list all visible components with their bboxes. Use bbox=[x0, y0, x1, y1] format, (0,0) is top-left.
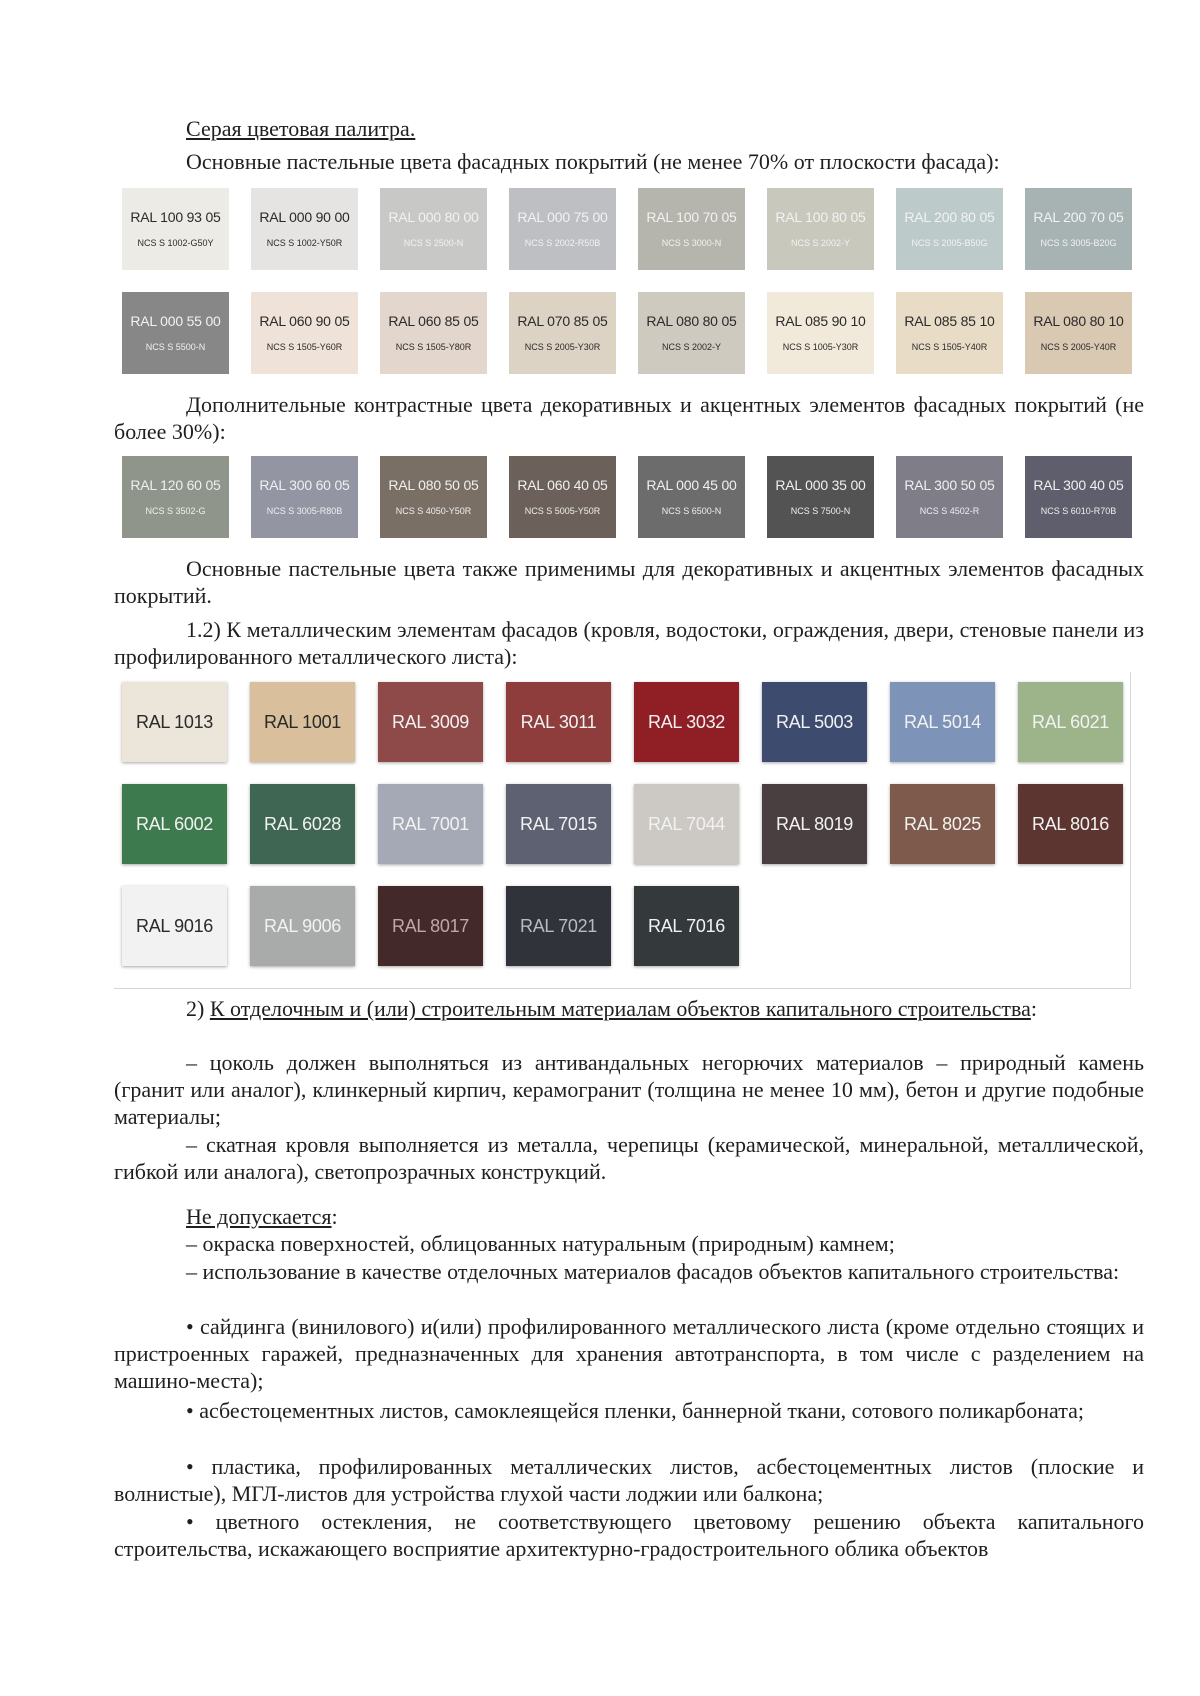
swatch-ncs-code: NCS S 2500-N bbox=[403, 238, 464, 248]
swatch-ral-code: RAL 1001 bbox=[264, 711, 341, 732]
bullet-glazing: • цветного остекления, не соответствующего цветовому решению объекта капитального строительства, искажающего восприятие архитектурно-градостроительного облика объектов bbox=[114, 1509, 1144, 1561]
swatch-ral-code: RAL 200 80 05 bbox=[904, 209, 995, 225]
swatch-ncs-code: NCS S 1002-Y50R bbox=[266, 238, 343, 248]
metal-color-swatch bbox=[762, 784, 867, 864]
metal-color-swatch bbox=[506, 886, 611, 966]
swatch-ral-code: RAL 000 80 00 bbox=[388, 209, 479, 225]
bullet-asbestos: • асбестоцементных листов, самоклеящейся пленки, баннерной ткани, сотового поликарбоната; bbox=[186, 1398, 1084, 1423]
metal-color-swatch bbox=[634, 784, 739, 864]
swatch-ral-code: RAL 000 35 00 bbox=[775, 477, 866, 493]
swatch-ral-code: RAL 8019 bbox=[776, 813, 853, 834]
metal-color-swatch bbox=[506, 682, 611, 762]
color-swatch bbox=[122, 188, 229, 270]
swatch-ral-code: RAL 5014 bbox=[904, 711, 981, 732]
color-swatch bbox=[122, 456, 229, 538]
swatch-ral-code: RAL 7001 bbox=[392, 813, 469, 834]
swatch-ncs-code: NCS S 1002-G50Y bbox=[137, 238, 214, 248]
swatch-ral-code: RAL 7015 bbox=[520, 813, 597, 834]
swatch-ral-code: RAL 060 90 05 bbox=[259, 313, 350, 329]
color-swatch bbox=[767, 456, 874, 538]
section2-heading bbox=[114, 995, 1144, 1022]
metal-color-swatch bbox=[1018, 784, 1123, 864]
additional-colors-intro: Дополнительные контрастные цвета декоративных и акцентных элементов фасадных покрытий (не более 30%): bbox=[114, 392, 1144, 444]
swatch-ral-code: RAL 6021 bbox=[1032, 711, 1109, 732]
metal-color-swatch bbox=[378, 784, 483, 864]
color-swatch bbox=[380, 456, 487, 538]
swatch-ral-code: RAL 085 85 10 bbox=[904, 313, 995, 329]
swatch-ral-code: RAL 080 50 05 bbox=[388, 477, 479, 493]
section2-colon: : bbox=[1030, 996, 1037, 1021]
swatch-ncs-code: NCS S 4502-R bbox=[919, 506, 980, 516]
color-swatch bbox=[1025, 456, 1132, 538]
swatch-ral-code: RAL 000 45 00 bbox=[646, 477, 737, 493]
swatch-ral-code: RAL 3032 bbox=[648, 711, 725, 732]
color-swatch bbox=[1025, 188, 1132, 270]
swatch-ncs-code: NCS S 1505-Y80R bbox=[395, 342, 472, 352]
swatch-ncs-code: NCS S 6010-R70B bbox=[1040, 506, 1117, 516]
main-colors-grid bbox=[122, 188, 1132, 374]
color-swatch bbox=[509, 292, 616, 374]
swatch-ncs-code: NCS S 4050-Y50R bbox=[395, 506, 472, 516]
swatch-ral-code: RAL 000 90 00 bbox=[259, 209, 350, 225]
color-swatch bbox=[767, 188, 874, 270]
metal-color-swatch bbox=[634, 682, 739, 762]
section2-number: 2) bbox=[186, 996, 205, 1021]
swatch-ral-code: RAL 080 80 10 bbox=[1033, 313, 1124, 329]
swatch-ncs-code: NCS S 6500-N bbox=[661, 506, 722, 516]
color-swatch bbox=[122, 292, 229, 374]
swatch-ncs-code: NCS S 3000-N bbox=[661, 238, 722, 248]
dash-item-materials: – использование в качестве отделочных материалов фасадов объектов капитального строительства: bbox=[186, 1259, 1120, 1284]
swatch-ncs-code: NCS S 2005-Y30R bbox=[524, 342, 601, 352]
color-swatch bbox=[509, 456, 616, 538]
palette-heading: Серая цветовая палитра. bbox=[186, 116, 416, 141]
color-swatch bbox=[767, 292, 874, 374]
section2-title: К отделочным и (или) строительным материалам объектов капитального строительства bbox=[209, 996, 1031, 1021]
metal-color-swatch bbox=[122, 682, 227, 762]
main-colors-intro: Основные пастельные цвета фасадных покрытий (не менее 70% от плоскости фасада): bbox=[186, 149, 1000, 174]
swatch-ncs-code: NCS S 1505-Y40R bbox=[911, 342, 988, 352]
metal-color-swatch bbox=[634, 886, 739, 966]
swatch-ral-code: RAL 120 60 05 bbox=[130, 477, 221, 493]
color-swatch bbox=[380, 292, 487, 374]
color-swatch bbox=[638, 188, 745, 270]
swatch-ral-code: RAL 080 80 05 bbox=[646, 313, 737, 329]
swatch-ncs-code: NCS S 5500-N bbox=[145, 342, 206, 352]
not-allowed-label: Не допускается bbox=[186, 1204, 332, 1229]
color-swatch bbox=[380, 188, 487, 270]
metal-colors-grid bbox=[122, 682, 1123, 966]
swatch-ral-code: RAL 100 70 05 bbox=[646, 209, 737, 225]
swatch-ral-code: RAL 000 75 00 bbox=[517, 209, 608, 225]
swatch-ncs-code: NCS S 3502-G bbox=[145, 506, 206, 516]
swatch-ral-code: RAL 000 55 00 bbox=[130, 313, 221, 329]
color-swatch bbox=[638, 456, 745, 538]
swatch-ncs-code: NCS S 3005-R80B bbox=[266, 506, 343, 516]
swatch-ral-code: RAL 7044 bbox=[648, 813, 725, 834]
item2-plinth: – цоколь должен выполняться из антивандальных негорючих материалов – природный камень (гранит или аналог), клинкерный кирпич, керамогранит (толщина не менее 10 мм), бетон и другие подобные материалы; bbox=[114, 1050, 1144, 1129]
swatch-ral-code: RAL 085 90 10 bbox=[775, 313, 866, 329]
metal-color-swatch bbox=[890, 682, 995, 762]
swatch-ncs-code: NCS S 5005-Y50R bbox=[524, 506, 601, 516]
metal-color-swatch bbox=[1018, 682, 1123, 762]
swatch-ral-code: RAL 3011 bbox=[520, 711, 597, 732]
swatch-ral-code: RAL 3009 bbox=[392, 711, 469, 732]
swatch-ral-code: RAL 5003 bbox=[776, 711, 853, 732]
metal-color-swatch bbox=[250, 682, 355, 762]
color-swatch bbox=[1025, 292, 1132, 374]
swatch-ral-code: RAL 300 60 05 bbox=[259, 477, 350, 493]
metal-color-swatch bbox=[890, 784, 995, 864]
swatch-ral-code: RAL 200 70 05 bbox=[1033, 209, 1124, 225]
color-swatch bbox=[896, 188, 1003, 270]
color-swatch bbox=[896, 456, 1003, 538]
swatch-ral-code: RAL 6028 bbox=[264, 813, 341, 834]
not-allowed-colon: : bbox=[331, 1204, 338, 1229]
swatch-ncs-code: NCS S 3005-B20G bbox=[1040, 238, 1117, 248]
swatch-ral-code: RAL 8017 bbox=[392, 915, 469, 936]
swatch-ral-code: RAL 060 40 05 bbox=[517, 477, 608, 493]
metal-color-swatch bbox=[250, 784, 355, 864]
swatch-ral-code: RAL 060 85 05 bbox=[388, 313, 479, 329]
metal-color-swatch bbox=[122, 886, 227, 966]
color-swatch bbox=[251, 456, 358, 538]
color-swatch bbox=[638, 292, 745, 374]
additional-colors-grid bbox=[122, 456, 1132, 538]
swatch-ral-code: RAL 070 85 05 bbox=[517, 313, 608, 329]
swatch-ncs-code: NCS S 7500-N bbox=[790, 506, 851, 516]
swatch-ral-code: RAL 9016 bbox=[136, 915, 213, 936]
dash-item-stone: – окраска поверхностей, облицованных натуральным (природным) камнем; bbox=[186, 1231, 895, 1256]
not-allowed-heading bbox=[114, 1203, 1144, 1230]
bullet-siding: • сайдинга (винилового) и(или) профилированного металлического листа (кроме отдельно стоящих и пристроенных гаражей, предназначенных для хранения автотранспорта, в том числе с разделением на машино-места); bbox=[114, 1314, 1144, 1393]
color-swatch bbox=[896, 292, 1003, 374]
item2-roof: – скатная кровля выполняется из металла, черепицы (керамической, минеральной, металлической, гибкой или аналога), светопрозрачных конструкций. bbox=[114, 1132, 1144, 1184]
color-swatch bbox=[251, 292, 358, 374]
metal-color-swatch bbox=[378, 886, 483, 966]
metal-color-swatch bbox=[378, 682, 483, 762]
swatch-ncs-code: NCS S 2002-Y bbox=[790, 238, 851, 248]
swatch-ral-code: RAL 6002 bbox=[136, 813, 213, 834]
swatch-ral-code: RAL 300 50 05 bbox=[904, 477, 995, 493]
swatch-ncs-code: NCS S 1005-Y30R bbox=[782, 342, 859, 352]
swatch-ncs-code: NCS S 2002-R50B bbox=[524, 238, 601, 248]
color-swatch bbox=[251, 188, 358, 270]
metal-color-swatch bbox=[506, 784, 611, 864]
swatch-ral-code: RAL 100 80 05 bbox=[775, 209, 866, 225]
metal-color-swatch bbox=[122, 784, 227, 864]
swatch-ncs-code: NCS S 2005-Y40R bbox=[1040, 342, 1117, 352]
swatch-ral-code: RAL 300 40 05 bbox=[1033, 477, 1124, 493]
swatch-ral-code: RAL 8025 bbox=[904, 813, 981, 834]
swatch-ncs-code: NCS S 2002-Y bbox=[661, 342, 722, 352]
swatch-ral-code: RAL 100 93 05 bbox=[130, 209, 221, 225]
bullet-plastic: • пластика, профилированных металлических листов, асбестоцементных листов (плоские и волнистые), МГЛ-листов для устройства глухой части лоджии или балкона; bbox=[114, 1454, 1144, 1506]
swatch-ncs-code: NCS S 2005-B50G bbox=[911, 238, 988, 248]
swatch-ral-code: RAL 8016 bbox=[1032, 813, 1109, 834]
swatch-ral-code: RAL 9006 bbox=[264, 915, 341, 936]
swatch-ral-code: RAL 1013 bbox=[136, 711, 213, 732]
metal-color-swatch bbox=[250, 886, 355, 966]
swatch-ral-code: RAL 7016 bbox=[648, 915, 725, 936]
palette-heading-line bbox=[114, 115, 1144, 142]
pastel-note: Основные пастельные цвета также применимы для декоративных и акцентных элементов фасадных покрытий. bbox=[114, 556, 1144, 608]
swatch-ncs-code: NCS S 1505-Y60R bbox=[266, 342, 343, 352]
color-swatch bbox=[509, 188, 616, 270]
swatch-ral-code: RAL 7021 bbox=[520, 915, 597, 936]
metal-intro: 1.2) К металлическим элементам фасадов (кровля, водостоки, ограждения, двери, стеновые панели из профилированного металлического листа): bbox=[114, 617, 1144, 669]
metal-color-swatch bbox=[762, 682, 867, 762]
